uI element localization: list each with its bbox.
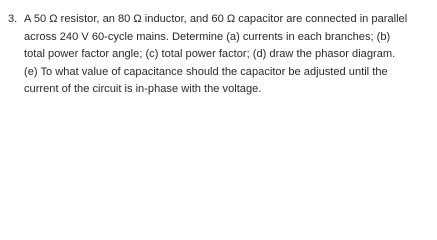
problem-line-4: (e) To what value of capacitance should the capacitor be adjusted until the [24,65,388,78]
problem-number: 3. [8,13,18,25]
problem-text [8,11,433,99]
problem-line-2: across 240 V 60-cycle mains. Determine (a) currents in each branches; (b) [24,30,391,43]
problem-line-3: total power factor angle; (c) total power factor; (d) draw the phasor diagram. [24,48,396,61]
problem-line-1 [8,11,433,29]
problem-line-5: current of the circuit is in-phase with the voltage. [24,83,262,96]
problem-line-1-text: A 50 Ω resistor, an 80 Ω inductor, and 60 Ω capacitor are connected in parallel [24,13,408,25]
